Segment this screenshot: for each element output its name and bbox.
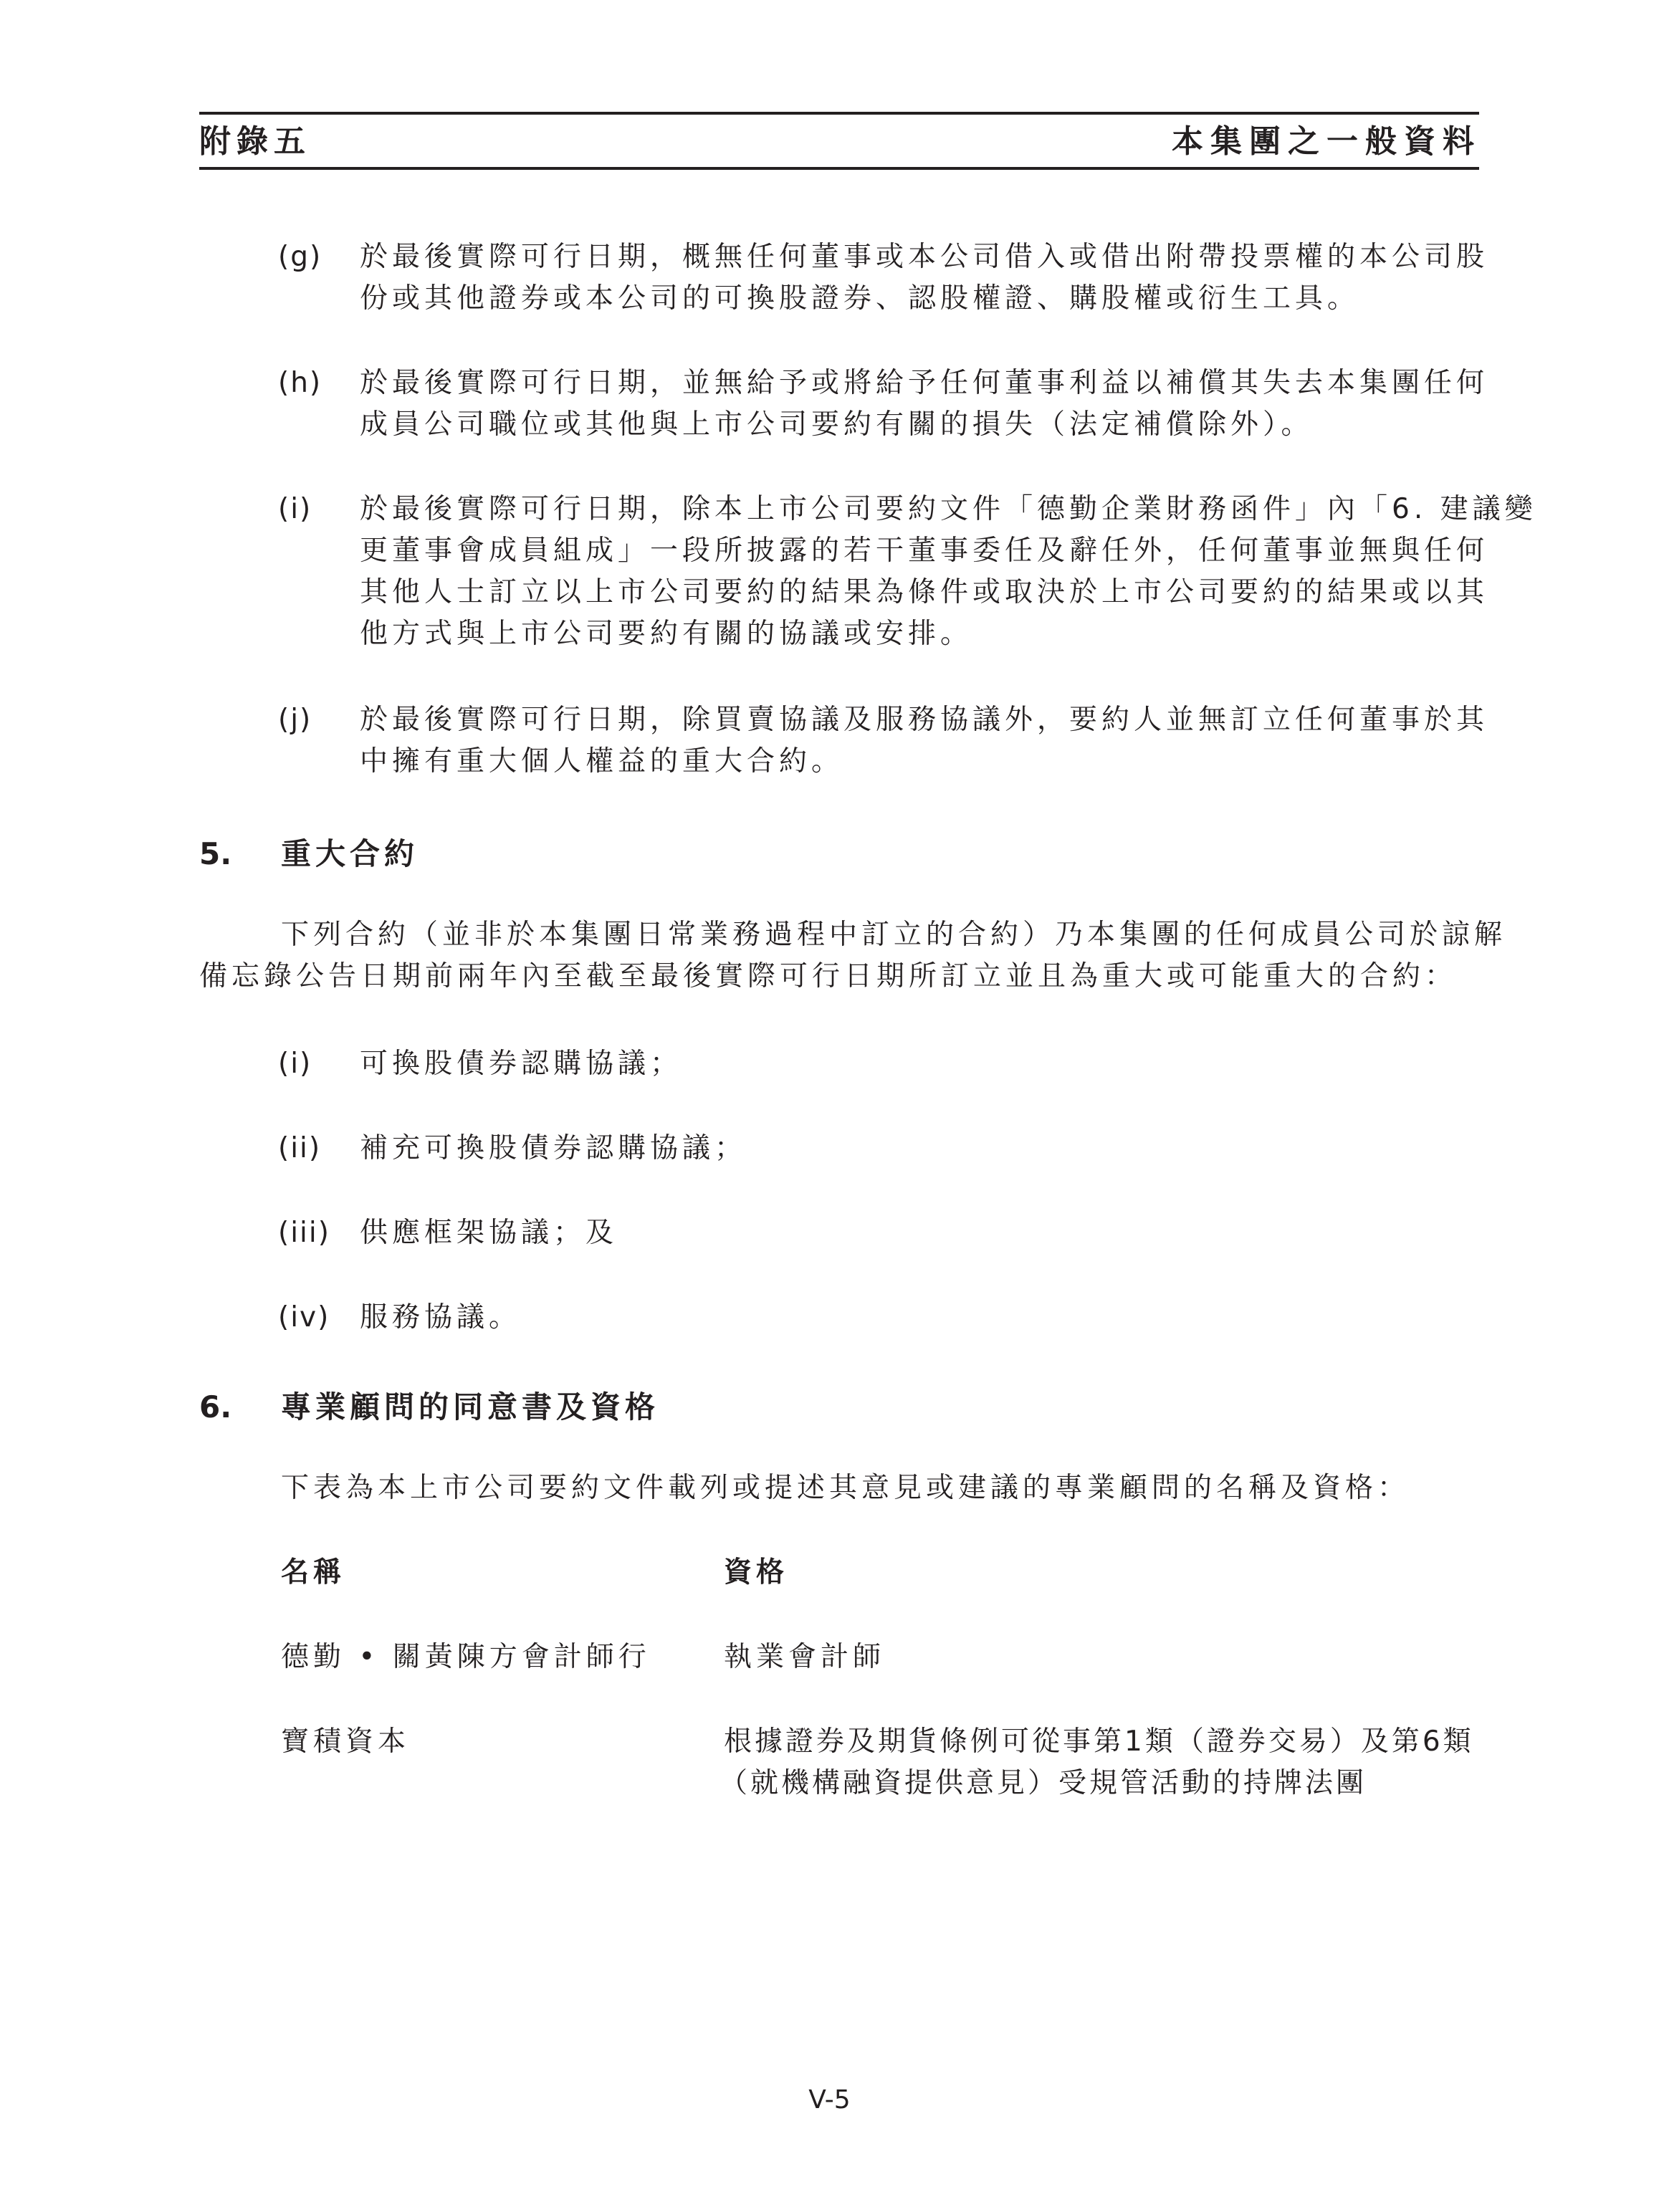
item-g-line-1: 於最後實際可行日期，概無任何董事或本公司借入或借出附帶投票權的本公司股 (360, 241, 1489, 273)
item-i-line-2: 更董事會成員組成」一段所披露的若干董事委任及辭任外，任何董事並無與任何 (360, 535, 1489, 567)
adviser-name-2: 寶積資本 (281, 1725, 411, 1758)
item-j-line-2: 中擁有重大個人權益的重大合約。 (360, 745, 844, 777)
page-number: V-5 (808, 2085, 851, 2115)
item-h-line-1: 於最後實際可行日期，並無給予或將給予任何董事利益以補償其失去本集團任何 (360, 367, 1489, 399)
section-5-number: 5. (199, 836, 232, 871)
item-label-h: (h) (278, 367, 322, 399)
item-label-i: (i) (278, 493, 312, 525)
adviser-qualification-2-line-1: 根據證券及期貨條例可從事第1類（證券交易）及第6類 (724, 1725, 1474, 1758)
contract-item-i: 可換股債券認購協議； (360, 1048, 683, 1080)
section-6-title: 專業顧問的同意書及資格 (281, 1389, 660, 1425)
adviser-name-1: 德勤 • 關黃陳方會計師行 (281, 1641, 651, 1673)
contract-item-ii: 補充可換股債券認購協議； (360, 1132, 747, 1164)
table-header-qualification: 資格 (724, 1556, 789, 1589)
contract-label-ii: (ii) (278, 1132, 322, 1164)
item-label-j: (j) (278, 704, 312, 736)
section-6-intro: 下表為本上市公司要約文件載列或提述其意見或建議的專業顧問的名稱及資格： (281, 1472, 1410, 1504)
header-appendix-label: 附錄五 (199, 123, 311, 160)
contract-label-i: (i) (278, 1048, 312, 1080)
section-5-title: 重大合約 (281, 836, 419, 871)
adviser-qualification-1: 執業會計師 (724, 1641, 886, 1673)
contract-item-iv: 服務協議。 (360, 1301, 522, 1334)
contract-label-iii: (iii) (278, 1217, 330, 1249)
table-header-name: 名稱 (281, 1556, 346, 1589)
item-g-line-2: 份或其他證券或本公司的可換股證券、認股權證、購股權或衍生工具。 (360, 282, 1360, 315)
item-h-line-2: 成員公司職位或其他與上市公司要約有關的損失（法定補償除外）。 (360, 408, 1314, 441)
adviser-qualification-2-line-2: （就機構融資提供意見）受規管活動的持牌法團 (719, 1767, 1367, 1799)
contract-item-iii: 供應框架協議；及 (360, 1217, 618, 1249)
header-bottom-rule (199, 167, 1479, 170)
item-j-line-1: 於最後實際可行日期，除買賣協議及服務協議外，要約人並無訂立任何董事於其 (360, 704, 1489, 736)
item-label-g: (g) (278, 241, 322, 273)
header-section-title: 本集團之一般資料 (1172, 123, 1481, 160)
item-i-line-4: 他方式與上市公司要約有關的協議或安排。 (360, 618, 973, 650)
section-5-intro-line-2: 備忘錄公告日期前兩年內至截至最後實際可行日期所訂立並且為重大或可能重大的合約： (199, 960, 1458, 992)
section-5-intro-line-1: 下列合約（並非於本集團日常業務過程中訂立的合約）乃本集團的任何成員公司於諒解 (281, 919, 1507, 951)
header-top-rule (199, 112, 1479, 115)
item-i-line-3: 其他人士訂立以上市公司要約的結果為條件或取決於上市公司要約的結果或以其 (360, 576, 1489, 608)
item-i-line-1: 於最後實際可行日期，除本上市公司要約文件「德勤企業財務函件」內「6. 建議變 (360, 493, 1537, 525)
contract-label-iv: (iv) (278, 1301, 330, 1334)
section-6-number: 6. (199, 1389, 232, 1425)
